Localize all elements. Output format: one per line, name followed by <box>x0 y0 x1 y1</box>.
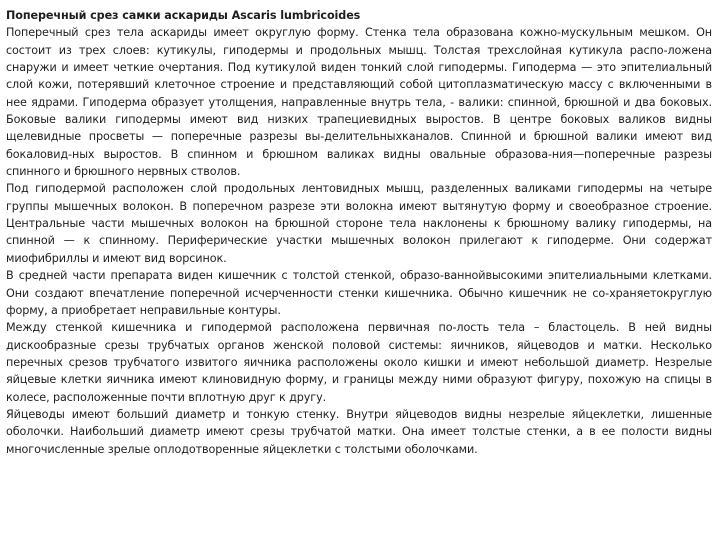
paragraph-intestine: В средней части препарата виден кишечник с толстой стенкой, образо-ваннойвысокими эпителиальными клетками. Они создают впечатление поперечной исчерченности стенки кишечника. Обычно кишечник не со-храняетокруглую форму, а приобретает неправильные контуры. <box>6 269 712 317</box>
paragraph-oviducts: Яйцеводы имеют больший диаметр и тонкую стенку. Внутри яйцеводов видны незрелые яйцеклетки, лишенные оболочки. Наибольший диаметр имеют срезы трубчатой матки. Она имеет толстые стенки, а в ее полости видны многочисленные зрелые оплодотворенные яйцеклетки с толстыми оболочками. <box>6 407 712 456</box>
paragraph-body-wall: Поперечный срез тела аскариды имеет округлую форму. Стенка тела образована кожно-мускульным мешком. Он состоит из трех слоев: кутикулы, гиподермы и продольных мышц. Толстая трехслойная кутикула распо-ложена снаружи и имеет четкие очертания. Под кутикулой виден тонкий слой гиподермы. Гиподерма — это эпителиальный слой кожи, потерявший клеточное строение и представляющий собой цитоплазматическую массу с включенными в нее ядрами. Гиподерма образует утолщения, направленные внутрь тела, - валики: спинной, брюшной и два боковых. Боковые валики гиподермы имеют вид низких трапециевидных выростов. В центре боковых валиков видны щелевидные просветы — поперечные разрезы вы-делительныхканалов. Спинной и брюшной валики имеют вид бокаловид-ных выростов. В спинном и брюшном валиках видны овальные образова-ния—поперечные разрезы спинного и брюшного нервных стволов. <box>6 26 712 179</box>
document-title: Поперечный срез самки аскариды Ascaris lumbricoides <box>6 9 361 22</box>
paragraph-blastocoel: Между стенкой кишечника и гиподермой расположена первичная по-лость тела – бластоцель. В ней видны дискообразные срезы трубчатых органов женской половой системы: яичников, яйцеводов и матки. Несколько перечных срезов трубчатого извитого яичника расположены около кишки и имеют небольшой диаметр. Незрелые яйцевые клетки яичника имеют клиновидную форму, и границы между ними образуют фигуру, похожую на спицы в колесе, расположенные почти вплотную друг к другу. <box>6 321 712 404</box>
document-page <box>6 7 712 458</box>
paragraph-muscles: Под гиподермой расположен слой продольных лентовидных мышц, разделенных валиками гиподермы на четыре группы мышечных волокон. В поперечном разрезе эти волокна имеют вытянутую форму и своеобразное строение. Центральные части мышечных волокон на брюшной стороне тела наклонены к брюшному валику гиподермы, на спинной — к спинному. Периферические участки мышечных волокон прилегают к гиподерме. Они содержат миофибриллы и имеют вид ворсинок. <box>6 182 712 265</box>
